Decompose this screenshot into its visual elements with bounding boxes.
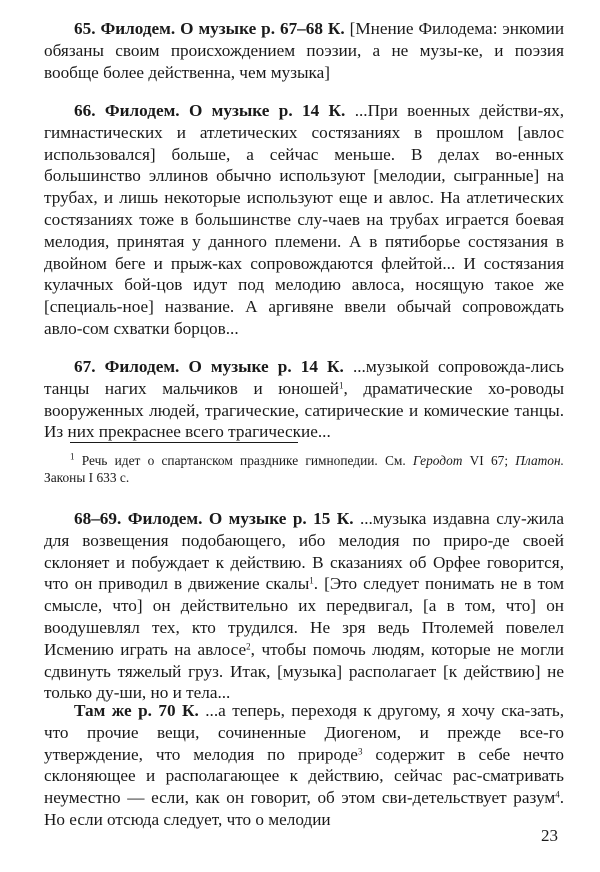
page-number: 23 — [541, 826, 558, 845]
entry-text: , драматические хо-роводы вооруженных людей, трагические, сатирические и комические танцы. Из них прекраснее всего трагические... — [44, 378, 564, 442]
footnote-marker: 4 — [555, 789, 560, 800]
entry-text: . Но если отсюда следует, что о мелодии — [44, 788, 564, 829]
entry-67 — [44, 356, 564, 443]
footnote-text: VI 67; — [462, 453, 516, 468]
footnote-reference: Платон. — [515, 453, 564, 468]
footnote-marker: 1 — [339, 380, 344, 391]
entry-text: ...музыка издавна слу-жила для возвещения подобающего, ибо мелодия по приро-де своей склоняет и побуждает к действию. В сказаниях об Орфее говорится, что он приводил в движение скалы — [44, 509, 565, 594]
footnote-marker: 2 — [246, 641, 251, 652]
footnote-divider — [70, 442, 298, 443]
entry-heading: Там же р. 70 К. — [74, 701, 199, 720]
footnote — [44, 452, 564, 486]
entry-text: , чтобы помочь людям, которые не могли сдвинуть тяжелый груз. Итак, [музыка] располагает [к действию] не только ду-ши, но и тела... — [44, 639, 564, 703]
footnote-marker: 1 — [309, 576, 314, 586]
entry-text: [Мнение Филодема: энкомии обязаны своим происхождением поэзии, а не музы-ке, и поэзия вообще более действенна, чем музыка] — [44, 19, 565, 82]
entry-text: ...При военных действи-ях, гимнастических и атлетических состязаниях в прошлом [авлос использовался] больше, а сейчас меньше. В делах во-енных большинство эллинов обычно используют [мелодии, сыгранные] на трубах, и лишь некоторые используют еще и авлос. На атлетических состязаниях тоже в большинстве слу-чаев на трубах играется боевая мелодия, принятая у данного племени. А в пятиборье состязания в двойном беге и прыж-ках сопровождаются флейтой... И состязания кулачных бой-цов идут под мелодию авлоса, носящую такое же [специаль-ное] название. А аргивяне ввели обычай сопровождать авло-сом схватки борцов... — [44, 101, 565, 338]
entry-text: содержит в себе нечто склоняющее и располагающее к действию, сейчас рас-сматривать неуместно — если, как он говорит, об этом сви-детельствует разум — [44, 744, 564, 808]
entry-heading: 66. Филодем. О музыке р. 14 К. — [74, 101, 346, 120]
entry-68-69 — [44, 508, 564, 704]
footnote-number: 1 — [70, 451, 75, 462]
entry-heading: 67. Филодем. О музыке р. 14 К. — [74, 357, 344, 376]
entry-text: ...а теперь, переходя к другому, я хочу ска-зать, что прочие вещи, сочиненные Диогеном, и прежде все-го утверждение, что мелодия по природе — [44, 701, 565, 764]
footnote-marker: 3 — [357, 746, 363, 757]
entry-text: . [Это следует понимать не в том смысле, что] он действительно их передвигал, [а в том, что] он воодушевлял тех, кто трудился. Не зря ведь Птолемей повелел Исмению играть на авлосе — [44, 574, 564, 659]
entry-text: ...музыкой сопровожда-лись танцы нагих мальчиков и юношей — [44, 357, 565, 398]
footnote-text: Речь идет о спартанском празднике гимнопедии. См. — [74, 453, 413, 468]
footnote-text: Законы I 633 с. — [44, 470, 130, 485]
entry-65 — [44, 18, 564, 83]
entry-heading: 65. Филодем. О музыке р. 67–68 К. — [74, 19, 345, 38]
entry-heading: 68–69. Филодем. О музыке р. 15 К. — [74, 509, 354, 528]
footnote-reference: Геродот — [412, 453, 463, 468]
entry-66 — [44, 100, 564, 340]
entry-p70 — [44, 700, 564, 831]
